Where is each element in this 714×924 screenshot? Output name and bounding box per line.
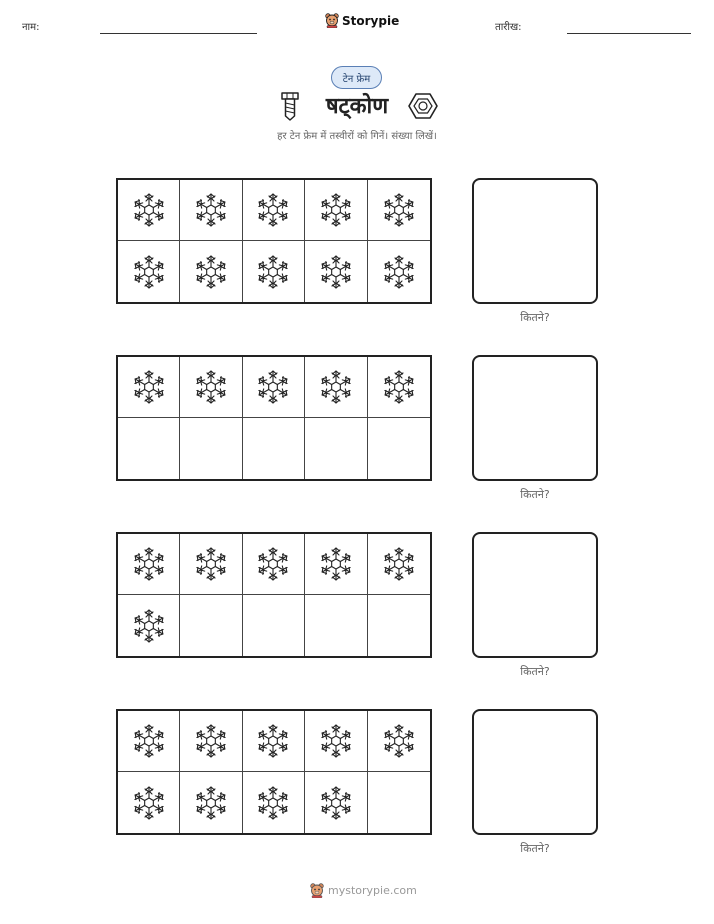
date-label: तारीख: (495, 22, 522, 33)
how-many-label: कितने? (520, 665, 550, 678)
snowflake-icon (193, 723, 229, 759)
ten-frame-cell (368, 711, 430, 772)
how-many-label: कितने? (520, 842, 550, 855)
ten-frame (116, 709, 432, 835)
snowflake-icon (318, 785, 354, 821)
snowflake-icon (193, 192, 229, 228)
ten-frame (116, 178, 432, 304)
ten-frame-cell (368, 241, 430, 302)
snowflake-icon (193, 254, 229, 290)
ten-frame-cell (243, 357, 305, 418)
ten-frame-cell (180, 357, 242, 418)
ten-frame-cell (305, 241, 367, 302)
ten-frame-cell (368, 772, 430, 833)
ten-frame-cell (118, 534, 180, 595)
ten-frame-cell (118, 711, 180, 772)
ten-frame-cell (118, 241, 180, 302)
ten-frame-cell (243, 711, 305, 772)
bear-mascot-icon (310, 883, 324, 898)
brand-name: Storypie (342, 13, 400, 28)
ten-frame-cell (180, 595, 242, 656)
snowflake-icon (318, 369, 354, 405)
ten-frame-cell (180, 711, 242, 772)
snowflake-icon (381, 192, 417, 228)
snowflake-icon (193, 785, 229, 821)
snowflake-icon (131, 192, 167, 228)
snowflake-icon (318, 254, 354, 290)
ten-frame-cell (243, 241, 305, 302)
snowflake-icon (255, 785, 291, 821)
snowflake-icon (381, 254, 417, 290)
snowflake-icon (131, 546, 167, 582)
snowflake-icon (131, 785, 167, 821)
snowflake-icon (381, 546, 417, 582)
snowflake-icon (131, 369, 167, 405)
snowflake-icon (193, 546, 229, 582)
ten-frame-cell (243, 595, 305, 656)
ten-frame-cell (118, 595, 180, 656)
date-write-line[interactable] (567, 33, 691, 34)
ten-frame-cell (118, 357, 180, 418)
ten-frame-cell (180, 772, 242, 833)
ten-frame (116, 532, 432, 658)
hex-nut-icon (408, 92, 438, 120)
snowflake-icon (381, 723, 417, 759)
ten-frame-cell (305, 595, 367, 656)
ten-frame-cell (180, 534, 242, 595)
ten-frame-cell (305, 772, 367, 833)
ten-frame-cell (180, 418, 242, 479)
ten-frame-cell (305, 418, 367, 479)
snowflake-icon (193, 369, 229, 405)
name-write-line[interactable] (100, 33, 257, 34)
snowflake-icon (131, 608, 167, 644)
snowflake-icon (131, 254, 167, 290)
name-label: नाम: (22, 22, 40, 33)
ten-frame-cell (118, 418, 180, 479)
topic-tag: टेन फ्रेम (331, 66, 382, 89)
ten-frame-cell (180, 241, 242, 302)
snowflake-icon (255, 192, 291, 228)
footer (310, 883, 417, 898)
ten-frame-cell (305, 534, 367, 595)
bolt-icon (280, 90, 300, 122)
snowflake-icon (381, 369, 417, 405)
ten-frame-cell (243, 180, 305, 241)
ten-frame-cell (368, 418, 430, 479)
footer-url[interactable]: mystorypie.com (328, 884, 417, 897)
snowflake-icon (255, 546, 291, 582)
instruction-text: हर टेन फ्रेम में तस्वीरों को गिनें। संख्या लिखें। (277, 131, 437, 142)
how-many-label: कितने? (520, 311, 550, 324)
ten-frame-cell (305, 180, 367, 241)
ten-frame-cell (368, 357, 430, 418)
ten-frame (116, 355, 432, 481)
answer-box[interactable] (472, 709, 598, 835)
answer-box[interactable] (472, 178, 598, 304)
ten-frame-cell (243, 534, 305, 595)
ten-frame-cell (243, 418, 305, 479)
snowflake-icon (255, 369, 291, 405)
snowflake-icon (255, 723, 291, 759)
ten-frame-cell (243, 772, 305, 833)
answer-box[interactable] (472, 532, 598, 658)
ten-frame-cell (368, 595, 430, 656)
how-many-label: कितने? (520, 488, 550, 501)
brand-logo (325, 13, 399, 28)
ten-frame-cell (118, 180, 180, 241)
snowflake-icon (131, 723, 167, 759)
snowflake-icon (255, 254, 291, 290)
ten-frame-cell (305, 357, 367, 418)
ten-frame-cell (368, 534, 430, 595)
ten-frame-cell (180, 180, 242, 241)
ten-frame-cell (118, 772, 180, 833)
bear-mascot-icon (325, 13, 339, 28)
snowflake-icon (318, 192, 354, 228)
ten-frame-cell (368, 180, 430, 241)
answer-box[interactable] (472, 355, 598, 481)
snowflake-icon (318, 723, 354, 759)
ten-frame-cell (305, 711, 367, 772)
snowflake-icon (318, 546, 354, 582)
worksheet-title: षट्कोण (325, 94, 389, 119)
